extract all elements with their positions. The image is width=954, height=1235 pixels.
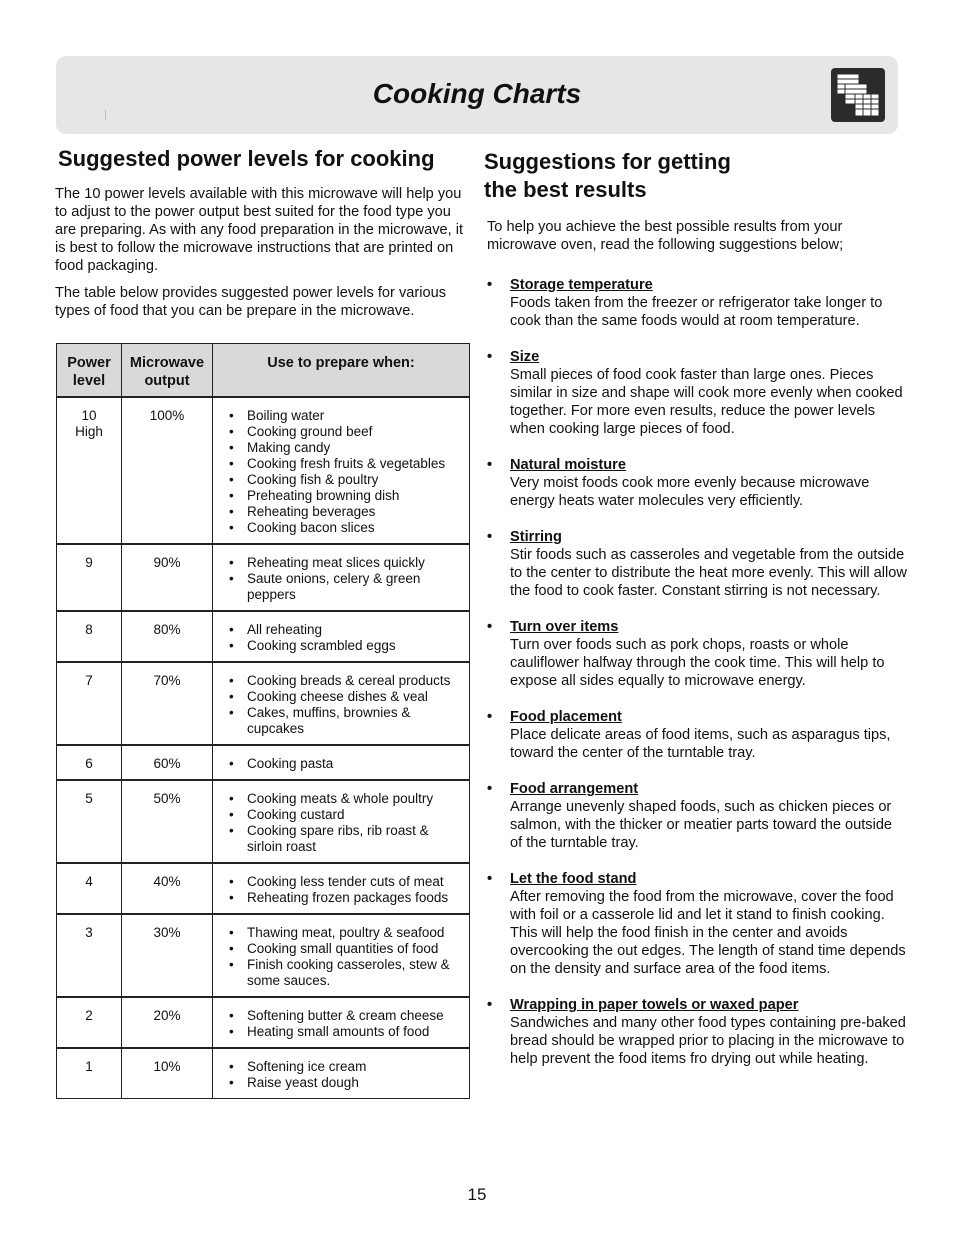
uses-cell	[213, 611, 470, 662]
power-levels-table	[56, 343, 470, 1099]
output-cell: 70%	[122, 662, 213, 745]
uses-list	[215, 925, 467, 989]
suggestion-item	[487, 870, 907, 978]
uses-cell	[213, 863, 470, 914]
list-item: • Cooking fresh fruits & vegetables	[229, 456, 459, 472]
list-item: • Cooking fish & poultry	[229, 472, 459, 488]
suggestion-heading: Size	[510, 349, 540, 365]
suggestion-heading: Stirring	[510, 529, 562, 545]
uses-list	[215, 555, 467, 603]
list-item: • Preheating browning dish	[229, 488, 459, 504]
page-title: Cooking Charts	[372, 78, 582, 109]
bullet-icon: •	[487, 457, 493, 473]
power-level-cell: 3	[57, 914, 122, 997]
uses-cell	[213, 397, 470, 544]
list-item: • Cooking meats & whole poultry	[229, 791, 459, 807]
uses-list	[215, 1059, 467, 1091]
list-item: • Cooking custard	[229, 807, 459, 823]
suggestion-item	[487, 996, 907, 1068]
list-item: • Saute onions, celery & green peppers	[229, 571, 459, 603]
list-item: • Reheating beverages	[229, 504, 459, 520]
best-results-heading-line2: the best results	[484, 177, 647, 202]
uses-cell	[213, 544, 470, 611]
suggestion-item	[487, 618, 907, 690]
list-item: • Raise yeast dough	[229, 1075, 459, 1091]
output-cell: 90%	[122, 544, 213, 611]
suggestion-heading: Wrapping in paper towels or waxed paper	[510, 997, 799, 1013]
suggestion-item	[487, 528, 907, 600]
list-item: • Boiling water	[229, 408, 459, 424]
header-microwave-output: Microwave output	[122, 344, 213, 398]
list-item: • Cooking scrambled eggs	[229, 638, 459, 654]
chart-sheets-icon	[831, 68, 885, 122]
suggestion-heading: Turn over items	[510, 619, 619, 635]
suggestion-body: Sandwiches and many other food types containing pre-baked bread should be wrapped prior to placing in the microwave to help prevent the food items fro drying out while heating.	[510, 1015, 906, 1067]
uses-list	[215, 673, 467, 737]
bullet-icon: •	[487, 529, 493, 545]
power-level-cell: 1	[57, 1048, 122, 1099]
header-use-to-prepare: Use to prepare when:	[213, 344, 470, 398]
uses-list	[215, 622, 467, 654]
uses-list	[215, 756, 467, 772]
uses-cell	[213, 780, 470, 863]
suggestion-body: Place delicate areas of food items, such as asparagus tips, toward the center of the turntable tray.	[510, 727, 891, 761]
suggestion-heading: Natural moisture	[510, 457, 626, 473]
uses-list	[215, 791, 467, 855]
list-item: • Softening butter & cream cheese	[229, 1008, 459, 1024]
header-power-level: Power level	[57, 344, 122, 398]
table-row	[57, 1048, 470, 1099]
power-levels-intro: The 10 power levels available with this microwave will help you to adjust to the power output best suited for the food type you are preparing. As with any food preparation in the microwave, it is best to follow the microwave instructions that are printed on food packaging.	[55, 186, 464, 274]
list-item: • Cakes, muffins, brownies & cupcakes	[229, 705, 459, 737]
suggestions-list	[487, 276, 907, 1086]
best-results-intro: To help you achieve the best possible results from your microwave oven, read the following suggestions below;	[487, 219, 844, 253]
suggestion-body: Very moist foods cook more evenly because microwave energy heats water molecules very efficiently.	[510, 475, 870, 509]
power-level-cell: 6	[57, 745, 122, 780]
power-level-cell: 7	[57, 662, 122, 745]
best-results-heading	[484, 148, 731, 204]
suggestion-body: Foods taken from the freezer or refrigerator take longer to cook than the same foods would at room temperature.	[510, 295, 883, 329]
bullet-icon: •	[487, 709, 493, 725]
bullet-icon: •	[487, 349, 493, 365]
table-row	[57, 745, 470, 780]
suggestion-heading: Food arrangement	[510, 781, 639, 797]
output-cell: 50%	[122, 780, 213, 863]
output-cell: 60%	[122, 745, 213, 780]
suggestion-item	[487, 780, 907, 852]
power-levels-table-intro: The table below provides suggested power levels for various types of food that you can be prepare in the microwave.	[55, 285, 447, 319]
list-item: • Cooking breads & cereal products	[229, 673, 459, 689]
uses-cell	[213, 662, 470, 745]
list-item: • Cooking pasta	[229, 756, 459, 772]
uses-cell	[213, 1048, 470, 1099]
list-item: • Finish cooking casseroles, stew & some sauces.	[229, 957, 459, 989]
list-item: • Making candy	[229, 440, 459, 456]
suggestion-heading: Storage temperature	[510, 277, 653, 293]
suggestion-body: Stir foods such as casseroles and vegetable from the outside to the center to distribute the heat more evenly. This will allow the food to cook faster. Constant stirring is not necessary.	[510, 547, 907, 599]
table-row	[57, 662, 470, 745]
output-cell: 20%	[122, 997, 213, 1048]
list-item: • Reheating meat slices quickly	[229, 555, 459, 571]
output-cell: 80%	[122, 611, 213, 662]
table-row	[57, 544, 470, 611]
suggestion-item	[487, 348, 907, 438]
list-item: • Cooking less tender cuts of meat	[229, 874, 459, 890]
best-results-heading-line1: Suggestions for getting	[484, 149, 731, 174]
table-row	[57, 997, 470, 1048]
uses-list	[215, 874, 467, 906]
suggestion-item	[487, 708, 907, 762]
suggestion-item	[487, 456, 907, 510]
uses-cell	[213, 745, 470, 780]
list-item: • Reheating frozen packages foods	[229, 890, 459, 906]
suggestion-body: Small pieces of food cook faster than large ones. Pieces similar in size and shape will cook more evenly when cooked together. For more even results, reduce the power levels when cooking large pieces of food.	[510, 367, 903, 437]
bullet-icon: •	[487, 871, 493, 887]
suggestion-body: Arrange unevenly shaped foods, such as chicken pieces or salmon, with the thicker or meatier parts toward the outside of the turntable tray.	[510, 799, 893, 851]
list-item: • Thawing meat, poultry & seafood	[229, 925, 459, 941]
list-item: • Cooking bacon slices	[229, 520, 459, 536]
list-item: • Cooking small quantities of food	[229, 941, 459, 957]
table-row	[57, 397, 470, 544]
page-number: 15	[467, 1185, 487, 1204]
bullet-icon: •	[487, 277, 493, 293]
power-level-cell: 10 High	[57, 397, 122, 544]
power-level-cell: 9	[57, 544, 122, 611]
power-level-cell: 8	[57, 611, 122, 662]
list-item: • All reheating	[229, 622, 459, 638]
list-item: • Cooking cheese dishes & veal	[229, 689, 459, 705]
output-cell: 40%	[122, 863, 213, 914]
power-level-cell: 4	[57, 863, 122, 914]
suggestion-body: Turn over foods such as pork chops, roasts or whole cauliflower halfway through the cook time. This will help to expose all sides equally to microwave energy.	[510, 637, 885, 689]
output-cell: 10%	[122, 1048, 213, 1099]
banner-mark	[105, 110, 106, 120]
uses-cell	[213, 914, 470, 997]
power-level-cell: 5	[57, 780, 122, 863]
list-item: • Cooking ground beef	[229, 424, 459, 440]
suggestion-item	[487, 276, 907, 330]
suggestion-heading: Let the food stand	[510, 871, 637, 887]
table-row	[57, 611, 470, 662]
suggestion-heading: Food placement	[510, 709, 622, 725]
output-cell: 100%	[122, 397, 213, 544]
bullet-icon: •	[487, 619, 493, 635]
output-cell: 30%	[122, 914, 213, 997]
table-row	[57, 780, 470, 863]
suggestion-body: After removing the food from the microwave, cover the food with foil or a casserole lid and let it stand to finish cooking. This will help the food finish in the center and avoids overcooking the out edges. The length of stand time depends on the density and surface area of the food items.	[510, 889, 906, 977]
table-row	[57, 914, 470, 997]
table-row	[57, 863, 470, 914]
bullet-icon: •	[487, 781, 493, 797]
bullet-icon: •	[487, 997, 493, 1013]
uses-cell	[213, 997, 470, 1048]
uses-list	[215, 408, 467, 536]
header-banner	[56, 56, 898, 134]
list-item: • Heating small amounts of food	[229, 1024, 459, 1040]
power-levels-heading: Suggested power levels for cooking	[58, 146, 435, 171]
list-item: • Cooking spare ribs, rib roast & sirloin roast	[229, 823, 459, 855]
list-item: • Softening ice cream	[229, 1059, 459, 1075]
power-level-cell: 2	[57, 997, 122, 1048]
uses-list	[215, 1008, 467, 1040]
